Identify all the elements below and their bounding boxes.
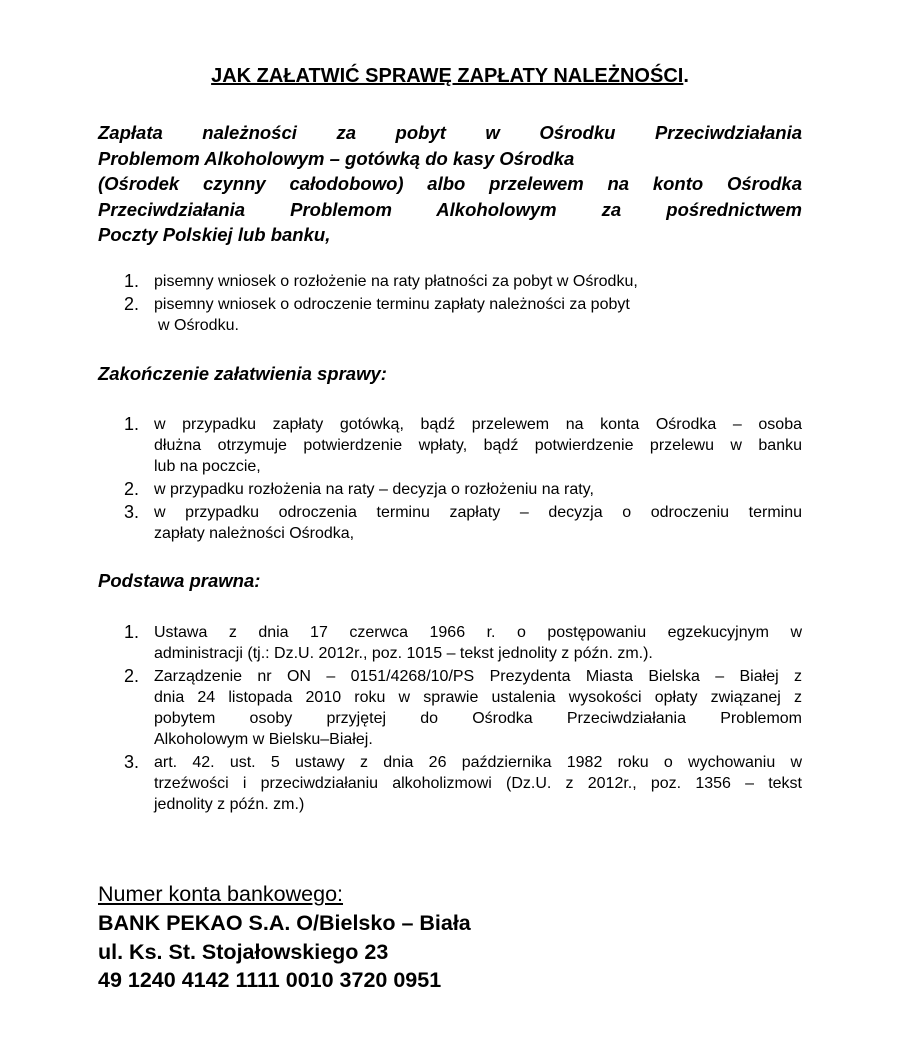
list-item-line: jednolity z późn. zm.): [154, 796, 305, 813]
list-item-line: pisemny wniosek o rozłożenie na raty płatności za pobyt w Ośrodku,: [154, 273, 638, 290]
list-item-line: Alkoholowym w Bielsku–Białej.: [154, 731, 373, 748]
list-item-number: 1.: [124, 414, 140, 434]
section-heading-completion-text: Zakończenie załatwienia sprawy: [98, 363, 381, 384]
intro-paragraph: [98, 120, 802, 248]
list-item-line: art. 42. ust. 5 ustawy z dnia 26 października 1982 roku o wychowaniu w: [154, 754, 802, 771]
intro-line: Poczty Polskiej lub banku,: [98, 224, 331, 245]
intro-line: Problemom Alkoholowym – gotówką do kasy Ośrodka: [98, 147, 575, 169]
list-item-number: 2.: [124, 479, 140, 499]
list-item: [98, 294, 802, 336]
list-item-line: w Ośrodku.: [158, 317, 239, 334]
list-item: [98, 414, 802, 477]
bank-account-block: [98, 880, 802, 995]
section-heading-completion-colon: :: [380, 363, 387, 384]
bank-address: ul. Ks. St. Stojałowskiego 23: [98, 939, 389, 964]
request-list: [98, 271, 802, 338]
list-item: [98, 622, 802, 664]
bank-account-number: 49 1240 4142 1111 0010 3720 0951: [98, 968, 442, 992]
bank-account-label: Numer konta bankowego:: [98, 882, 344, 906]
section-heading-legal-basis: Podstawa prawna:: [98, 570, 261, 591]
list-item-number: 2.: [124, 666, 140, 686]
list-item-line: Ustawa z dnia 17 czerwca 1966 r. o postępowaniu egzekucyjnym w: [154, 624, 802, 641]
list-item-line: Zarządzenie nr ON – 0151/4268/10/PS Prezydenta Miasta Bielska – Białej z: [154, 668, 802, 685]
list-item-line: w przypadku odroczenia terminu zapłaty – decyzja o odroczeniu terminu: [154, 504, 802, 521]
list-item-line: dłużna otrzymuje potwierdzenie wpłaty, bądź potwierdzenie przelewu w banku: [154, 437, 802, 454]
list-item: [98, 271, 802, 292]
list-item-line: zapłaty należności Ośrodka,: [154, 525, 355, 542]
list-item-line: dnia 24 listopada 2010 roku w sprawie ustalenia wysokości opłaty związanej z: [154, 689, 802, 706]
document-title-dot: .: [683, 65, 689, 87]
list-item-number: 3.: [124, 502, 140, 522]
document-title-text: JAK ZAŁATWIĆ SPRAWĘ ZAPŁATY NALEŻNOŚCI: [211, 65, 684, 87]
list-item-line: trzeźwości i przeciwdziałaniu alkoholizmowi (Dz.U. z 2012r., poz. 1356 – tekst: [154, 775, 802, 792]
list-item-line: pobytem osoby przyjętej do Ośrodka Przeciwdziałania Problemom: [154, 710, 802, 727]
intro-line: (Ośrodek czynny całodobowo) albo przelewem na konto Ośrodka: [98, 173, 802, 194]
list-item-line: w przypadku rozłożenia na raty – decyzja o rozłożeniu na raty,: [154, 481, 594, 498]
intro-line: Przeciwdziałania Problemom Alkoholowym za pośrednictwem: [98, 198, 802, 220]
list-item: [98, 752, 802, 815]
intro-line: Zapłata należności za pobyt w Ośrodku Przeciwdziałania: [98, 122, 802, 143]
list-item-number: 1.: [124, 622, 140, 642]
list-item-line: w przypadku zapłaty gotówką, bądź przelewem na konta Ośrodka – osoba: [154, 416, 802, 433]
list-item-line: administracji (tj.: Dz.U. 2012r., poz. 1015 – tekst jednolity z późn. zm.).: [154, 645, 653, 662]
list-item-line: pisemny wniosek o odroczenie terminu zapłaty należności za pobyt: [154, 296, 630, 313]
list-item-number: 1.: [124, 271, 140, 291]
list-item: [98, 666, 802, 750]
list-item-number: 2.: [124, 294, 140, 314]
list-item-line: lub na poczcie,: [154, 458, 261, 475]
bank-name: BANK PEKAO S.A. O/Bielsko – Biała: [98, 911, 471, 935]
list-item: [98, 502, 802, 544]
list-item: [98, 479, 802, 500]
section-heading-completion: [98, 361, 387, 387]
legal-basis-list: [98, 622, 802, 817]
list-item-number: 3.: [124, 752, 140, 772]
completion-list: [98, 414, 802, 546]
document-title: [98, 62, 802, 90]
